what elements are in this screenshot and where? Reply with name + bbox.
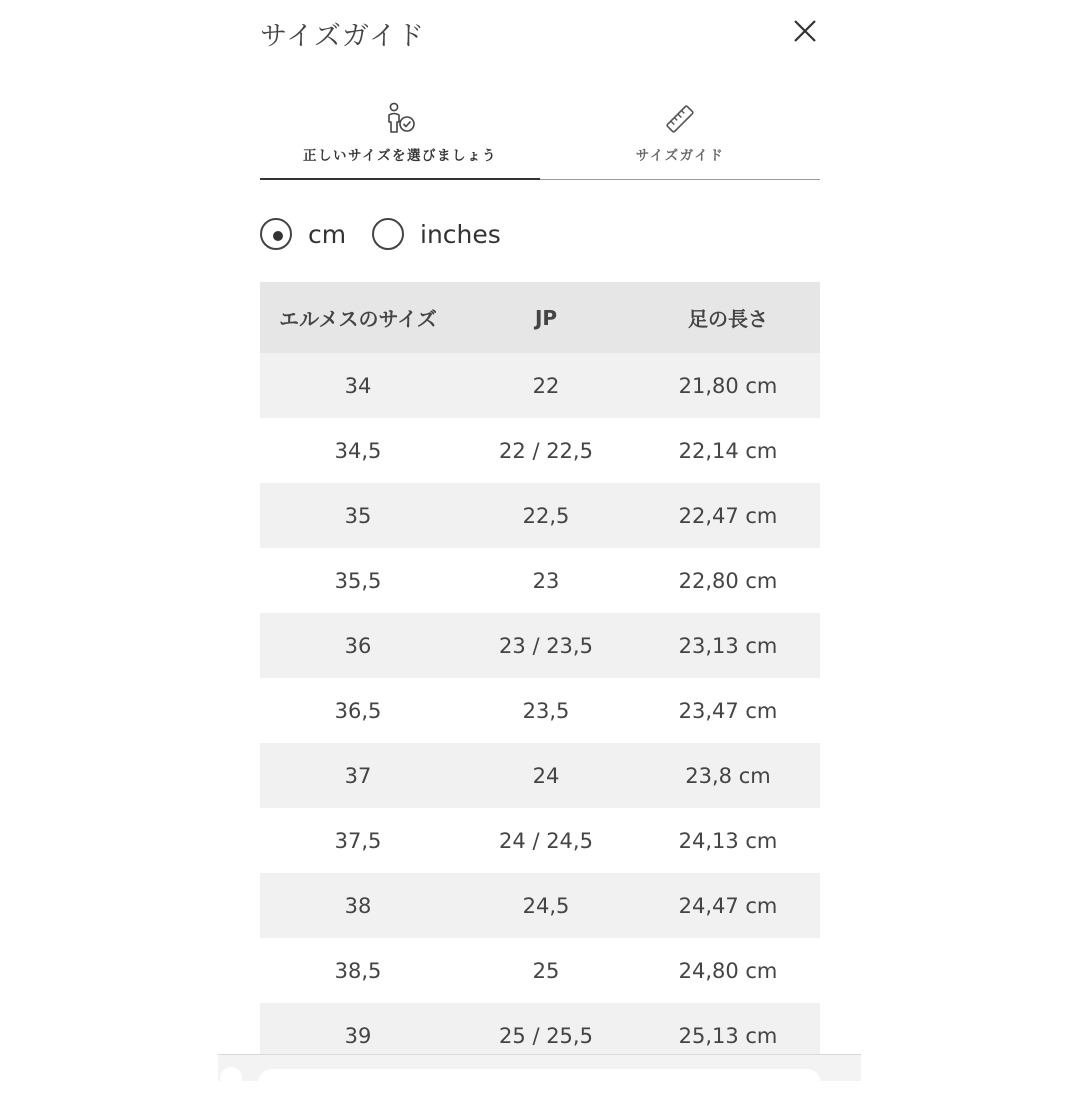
table-cell: 23 bbox=[532, 568, 560, 593]
radio-selected-icon bbox=[260, 218, 292, 250]
bottom-bar-button[interactable] bbox=[220, 1067, 242, 1089]
table-row bbox=[260, 808, 820, 873]
table-cell: 23,13 cm bbox=[678, 633, 778, 658]
table-cell: 21,80 cm bbox=[678, 373, 778, 398]
table-cell: 35,5 bbox=[334, 568, 382, 593]
modal-header bbox=[260, 10, 820, 54]
table-cell: 35 bbox=[344, 503, 372, 528]
table-row bbox=[260, 418, 820, 483]
tab-bar bbox=[260, 96, 820, 182]
close-icon bbox=[790, 16, 820, 46]
table-row bbox=[260, 873, 820, 938]
tab-size-guide[interactable] bbox=[540, 96, 820, 180]
table-cell: 36,5 bbox=[334, 698, 382, 723]
column-header: JP bbox=[534, 305, 558, 330]
table-cell: 23,5 bbox=[522, 698, 570, 723]
column-header: エルメスのサイズ bbox=[279, 307, 437, 331]
table-row bbox=[260, 483, 820, 548]
table-body bbox=[260, 353, 820, 1068]
table-cell: 22,14 cm bbox=[678, 438, 778, 463]
column-header: 足の長さ bbox=[688, 307, 768, 331]
close-button[interactable] bbox=[790, 16, 820, 46]
table-cell: 22,5 bbox=[522, 503, 570, 528]
table-cell: 24,80 cm bbox=[678, 958, 778, 983]
table-row bbox=[260, 548, 820, 613]
table-cell: 24,47 cm bbox=[678, 893, 778, 918]
table-cell: 22,47 cm bbox=[678, 503, 778, 528]
table-cell: 24,5 bbox=[522, 893, 570, 918]
unit-selector bbox=[260, 218, 820, 258]
ruler-icon bbox=[663, 102, 697, 140]
active-tab-indicator bbox=[260, 178, 540, 180]
table-cell: 22 / 22,5 bbox=[499, 438, 593, 463]
table-cell: 23,47 cm bbox=[678, 698, 778, 723]
tab-find-size[interactable] bbox=[260, 96, 540, 180]
table-cell: 39 bbox=[344, 1023, 372, 1048]
table-cell: 34 bbox=[344, 373, 372, 398]
table-row bbox=[260, 938, 820, 1003]
radio-label: cm bbox=[308, 220, 347, 249]
table-header bbox=[260, 282, 820, 353]
table-cell: 22,80 cm bbox=[678, 568, 778, 593]
browser-bottom-bar bbox=[218, 1054, 861, 1081]
radio-label: inches bbox=[420, 220, 501, 249]
table-row bbox=[260, 613, 820, 678]
table-cell: 23 / 23,5 bbox=[499, 633, 593, 658]
table-cell: 24 / 24,5 bbox=[499, 828, 593, 853]
table-cell: 25 bbox=[532, 958, 560, 983]
radio-unselected-icon bbox=[372, 218, 404, 250]
table-row bbox=[260, 743, 820, 808]
tab-label: サイズガイド bbox=[635, 148, 725, 164]
table-cell: 23,8 cm bbox=[685, 763, 771, 788]
table-row bbox=[260, 678, 820, 743]
table-cell: 25,13 cm bbox=[678, 1023, 778, 1048]
table-cell: 34,5 bbox=[334, 438, 382, 463]
table-row bbox=[260, 353, 820, 418]
table-cell: 22 bbox=[532, 373, 560, 398]
page-title: サイズガイド bbox=[260, 21, 426, 52]
table-cell: 38,5 bbox=[334, 958, 382, 983]
table-cell: 37 bbox=[344, 763, 372, 788]
table-cell: 24,13 cm bbox=[678, 828, 778, 853]
table-cell: 37,5 bbox=[334, 828, 382, 853]
size-table bbox=[260, 282, 820, 1068]
person-check-icon bbox=[382, 102, 418, 140]
table-cell: 38 bbox=[344, 893, 372, 918]
tab-label: 正しいサイズを選びましょう bbox=[303, 148, 497, 164]
table-cell: 25 / 25,5 bbox=[499, 1023, 593, 1048]
table-cell: 36 bbox=[344, 633, 372, 658]
table-cell: 24 bbox=[532, 763, 560, 788]
address-bar[interactable] bbox=[258, 1069, 821, 1099]
